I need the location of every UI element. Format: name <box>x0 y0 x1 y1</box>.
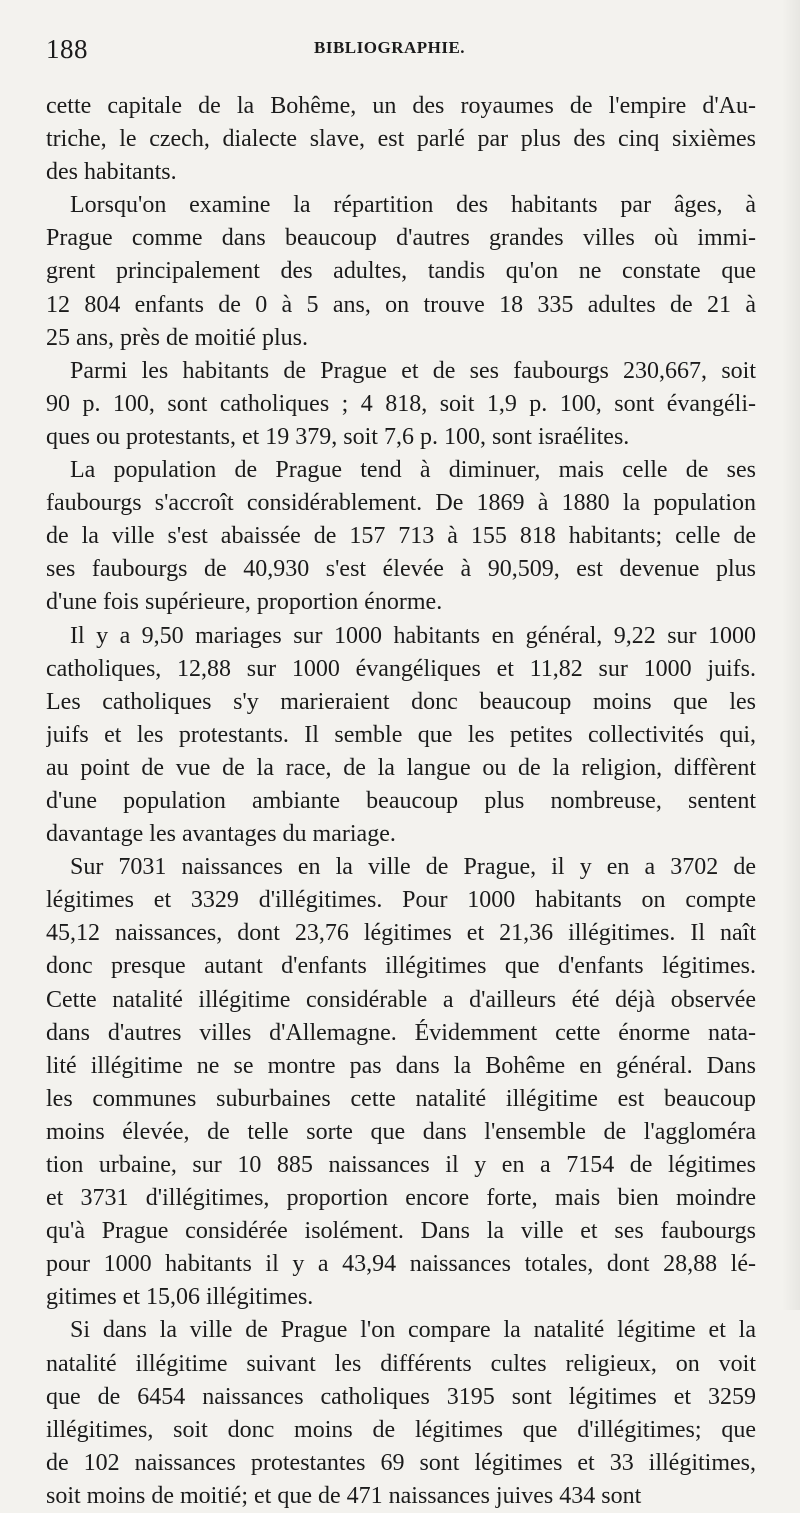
text-line: donc presque autant d'enfants illégitimes que d'enfants légitimes. <box>46 953 756 980</box>
text-line: soit moins de moitié; et que de 471 naissances juives 434 sont <box>46 1482 642 1509</box>
text-line: gitimes et 15,06 illégitimes. <box>46 1284 314 1311</box>
text-line: dans d'autres villes d'Allemagne. Évidemment cette énorme nata- <box>46 1019 756 1046</box>
text-line: de 102 naissances protestantes 69 sont légitimes et 33 illégitimes, <box>46 1449 756 1476</box>
page-edge-shadow <box>782 0 800 1310</box>
paragraph <box>46 620 756 852</box>
text-line: triche, le czech, dialecte slave, est parlé par plus des cinq sixièmes <box>46 126 756 153</box>
text-line: et 3731 d'illégitimes, proportion encore forte, mais bien moindre <box>46 1185 756 1212</box>
text-line: pour 1000 habitants il y a 43,94 naissances totales, dont 28,88 lé- <box>46 1251 756 1278</box>
text-line: lité illégitime ne se montre pas dans la Bohême en général. Dans <box>46 1052 756 1079</box>
text-line: catholiques, 12,88 sur 1000 évangéliques et 11,82 sur 1000 juifs. <box>46 655 756 682</box>
text-line: Lorsqu'on examine la répartition des habitants par âges, à <box>70 192 756 219</box>
paragraph <box>46 1314 756 1513</box>
text-line: Parmi les habitants de Prague et de ses faubourgs 230,667, soit <box>70 357 756 384</box>
text-line: les communes suburbaines cette natalité illégitime est beaucoup <box>46 1085 756 1112</box>
paragraph <box>46 90 756 189</box>
text-line: 90 p. 100, sont catholiques ; 4 818, soit 1,9 p. 100, sont évangéli- <box>46 390 756 417</box>
text-line: natalité illégitime suivant les différents cultes religieux, on voit <box>46 1350 756 1377</box>
text-line: ses faubourgs de 40,930 s'est élevée à 90,509, est devenue plus <box>46 556 756 583</box>
text-line: moins élevée, de telle sorte que dans l'ensemble de l'aggloméra <box>46 1118 756 1145</box>
paragraph <box>46 851 756 1314</box>
text-line: qu'à Prague considérée isolément. Dans la ville et ses faubourgs <box>46 1218 756 1245</box>
text-line: davantage les avantages du mariage. <box>46 821 396 848</box>
text-line: illégitimes, soit donc moins de légitimes que d'illégitimes; que <box>46 1416 756 1443</box>
text-line: Les catholiques s'y marieraient donc beaucoup moins que les <box>46 688 756 715</box>
text-line: faubourgs s'accroît considérablement. De 1869 à 1880 la population <box>46 490 756 517</box>
paragraph <box>46 454 756 619</box>
text-line: Il y a 9,50 mariages sur 1000 habitants en général, 9,22 sur 1000 <box>70 622 756 649</box>
text-line: au point de vue de la race, de la langue ou de la religion, diffèrent <box>46 754 756 781</box>
text-line: tion urbaine, sur 10 885 naissances il y en a 7154 de légitimes <box>46 1152 756 1178</box>
paragraph <box>46 189 756 354</box>
paragraph <box>46 355 756 454</box>
text-line: juifs et les protestants. Il semble que les petites collectivités qui, <box>46 721 756 748</box>
text-line: des habitants. <box>46 159 177 186</box>
text-line: grent principalement des adultes, tandis qu'on ne constate que <box>46 258 756 285</box>
text-line: d'une fois supérieure, proportion énorme. <box>46 589 443 616</box>
text-line: 12 804 enfants de 0 à 5 ans, on trouve 18 335 adultes de 21 à <box>46 291 756 318</box>
running-head: BIBLIOGRAPHIE. <box>314 38 466 57</box>
body-text <box>46 90 756 1513</box>
text-line: cette capitale de la Bohême, un des royaumes de l'empire d'Au- <box>46 93 756 119</box>
text-line: 45,12 naissances, dont 23,76 légitimes et 21,36 illégitimes. Il naît <box>46 920 756 947</box>
text-line: que de 6454 naissances catholiques 3195 sont légitimes et 3259 <box>46 1383 756 1410</box>
page-header <box>46 28 756 68</box>
text-line: 25 ans, près de moitié plus. <box>46 324 308 351</box>
text-line: légitimes et 3329 d'illégitimes. Pour 1000 habitants on compte <box>46 887 756 914</box>
text-line: Si dans la ville de Prague l'on compare la natalité légitime et la <box>70 1317 756 1344</box>
text-line: La population de Prague tend à diminuer, mais celle de ses <box>70 457 756 484</box>
text-line: Cette natalité illégitime considérable a d'ailleurs été déjà observée <box>46 986 756 1013</box>
text-line: Sur 7031 naissances en la ville de Prague, il y en a 3702 de <box>70 854 756 881</box>
text-line: d'une population ambiante beaucoup plus nombreuse, sentent <box>46 787 756 814</box>
text-line: Prague comme dans beaucoup d'autres grandes villes où immi- <box>46 225 756 252</box>
text-line: ques ou protestants, et 19 379, soit 7,6 p. 100, sont israélites. <box>46 423 630 450</box>
page-number: 188 <box>46 34 88 64</box>
text-line: de la ville s'est abaissée de 157 713 à 155 818 habitants; celle de <box>46 523 756 550</box>
